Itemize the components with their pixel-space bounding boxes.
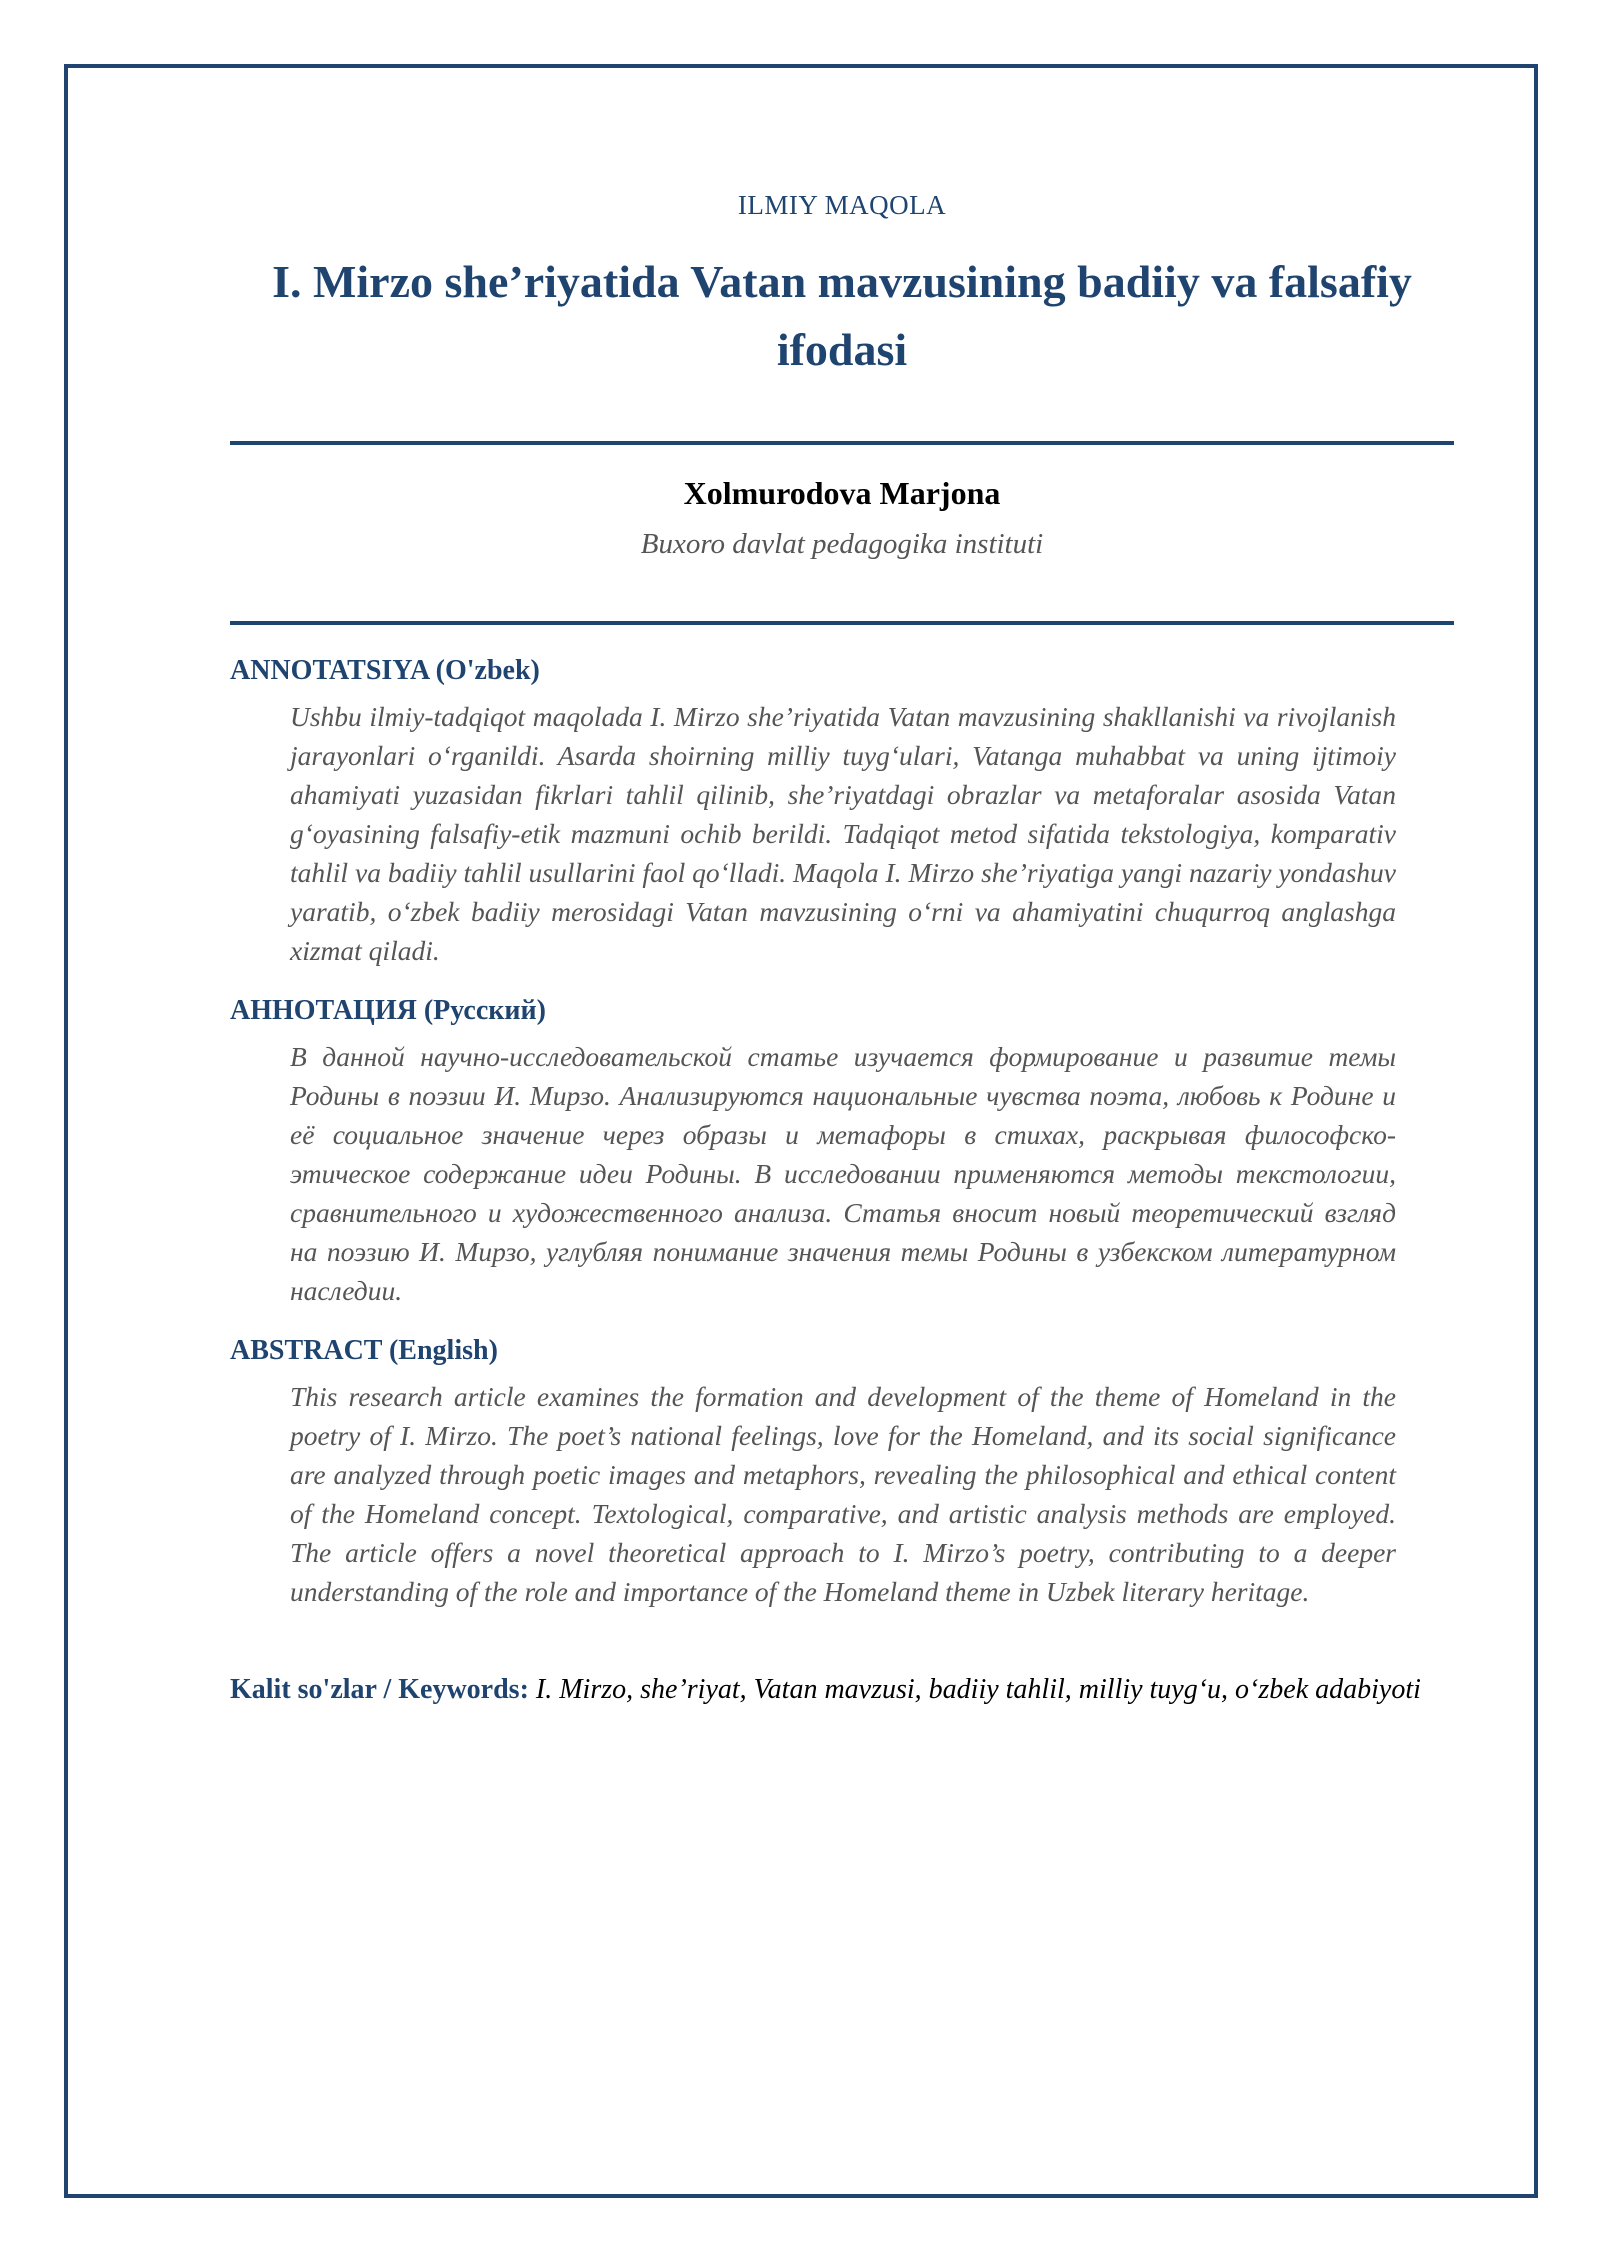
abstract-english-text: This research article examines the formation and development of the theme of Homeland in the poetry of I. Mirzo. The poet’s national feelings, love for the Homeland, and its social significance are analyzed through poetic images and metaphors, revealing the philosophical and ethical content of the Homeland concept. Textological, comparative, and artistic analysis methods are employed. The article offers a novel theoretical approach to I. Mirzo’s poetry, contributing to a deeper understanding of the role and importance of the Homeland theme in Uzbek literary heritage. bbox=[290, 1381, 1396, 1607]
keywords-block bbox=[230, 1670, 1454, 1709]
author-affiliation: Buxoro davlat pedagogika instituti bbox=[640, 528, 1044, 560]
article-title: I. Mirzo she’riyatida Vatan mavzusining badiiy va falsafiy ifodasi bbox=[272, 256, 1412, 375]
abstract-uzbek-text: Ushbu ilmiy-tadqiqot maqolada I. Mirzo she’riyatida Vatan mavzusining shakllanishi va rivojlanish jarayonlari o‘rganildi. Asarda shoirning milliy tuyg‘ulari, Vatanga muhabbat va uning ijtimoiy ahamiyati yuzasidan fikrlari tahlil qilinib, she’riyatdagi obrazlar va metaforalar asosida Vatan g‘oyasining falsafiy-etik mazmuni ochib berildi. Tadqiqot metod sifatida tekstologiya, komparativ tahlil va badiiy tahlil usullarini faol qo‘lladi. Maqola I. Mirzo she’riyatiga yangi nazariy yondashuv yaratib, o‘zbek badiiy merosidagi Vatan mavzusining o‘rni va ahamiyatini chuqurroq anglashga xizmat qiladi. bbox=[290, 701, 1396, 966]
abstract-russian-heading: АННОТАЦИЯ (Русский) bbox=[230, 995, 546, 1026]
keywords-label: Kalit so'zlar / Keywords: bbox=[230, 1674, 529, 1705]
abstract-russian-text: В данной научно-исследовательской статье изучается формирование и развитие темы Родины в поэзии И. Мирзо. Анализируются национальные чувства поэта, любовь к Родине и её социальное значение через образы и метафоры в стихах, раскрывая философско-этическое содержание идеи Родины. В исследовании применяются методы текстологии, сравнительного и художественного анализа. Статья вносит новый теоретический взгляд на поэзию И. Мирзо, углубляя понимание значения темы Родины в узбекском литературном наследии. bbox=[290, 1041, 1396, 1306]
author-name: Xolmurodova Marjona bbox=[683, 475, 1001, 511]
abstract-english-heading: ABSTRACT (English) bbox=[230, 1335, 498, 1366]
article-category: ILMIY MAQOLA bbox=[737, 190, 947, 220]
title-divider bbox=[230, 441, 1454, 445]
keywords-text: I. Mirzo, she’riyat, Vatan mavzusi, badiiy tahlil, milliy tuyg‘u, o‘zbek adabiyoti bbox=[535, 1674, 1421, 1705]
abstract-uzbek-heading: ANNOTATSIYA (O'zbek) bbox=[230, 655, 540, 686]
author-divider bbox=[230, 621, 1454, 625]
